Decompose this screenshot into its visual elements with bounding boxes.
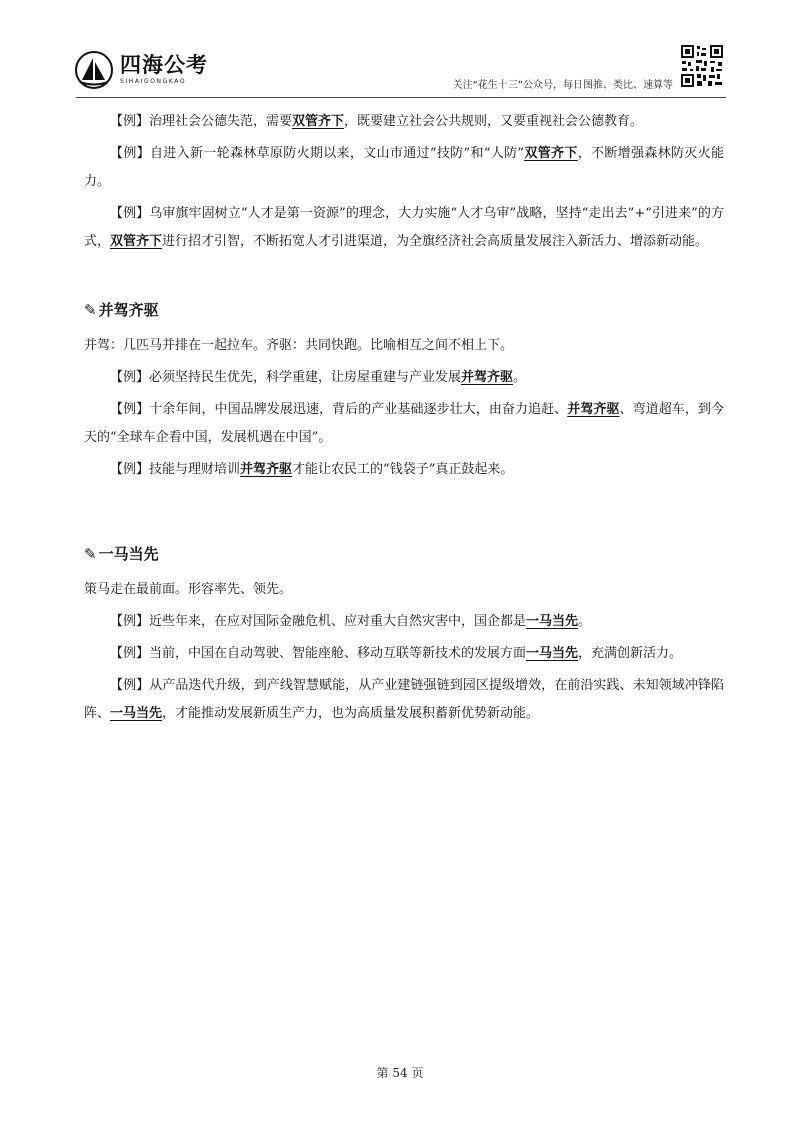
pencil-icon: ✎: [84, 545, 97, 563]
sailboat-logo-icon: [74, 50, 114, 90]
section-yi-ma-dang-xian: [84, 540, 724, 728]
example-paragraph: [84, 672, 724, 728]
pencil-icon: ✎: [84, 301, 97, 319]
page-header: [74, 44, 726, 96]
example-paragraph: [84, 396, 724, 452]
example-text: ，充满创新活力。: [578, 646, 683, 661]
idiom-definition: 策马走在最前面。形容率先、领先。: [84, 582, 293, 597]
idiom-keyword: 双管齐下: [292, 114, 345, 129]
example-text: 进行招才引智，不断拓宽人才引进渠道，为全旗经济社会高质量发展注入新活力、增添新动能。: [162, 234, 709, 249]
example-text: 必须坚持民生优先，科学重建，让房屋重建与产业发展: [149, 370, 462, 385]
idiom-keyword: 一马当先: [526, 614, 579, 629]
example-text: 治理社会公德失范，需要: [149, 114, 293, 129]
idiom-keyword: 并驾齐驱: [567, 402, 620, 417]
logo: [74, 50, 249, 90]
example-label: 【例】: [110, 146, 150, 161]
example-label: 【例】: [110, 402, 150, 417]
idiom-keyword: 双管齐下: [524, 146, 578, 161]
example-paragraph: [84, 456, 724, 484]
example-paragraph: [84, 364, 724, 392]
logo-name: 四海公考: [120, 53, 208, 77]
example-label: 【例】: [110, 614, 150, 629]
header-slogan: 关注“花生十三”公众号，每日图推、类比、速算等: [452, 80, 673, 91]
example-text: 才能让农民工的“钱袋子”真正鼓起来。: [292, 462, 514, 477]
section-bing-jia-qi-qu: [84, 296, 724, 484]
example-text: 当前，中国在自动驾驶、智能座舱、移动互联等新技术的发展方面: [149, 646, 527, 661]
idiom-keyword: 并驾齐驱: [461, 370, 514, 385]
logo-pinyin: SIHAIGONGKAO: [120, 78, 187, 85]
example-paragraph: [84, 608, 724, 636]
idiom-keyword: 一马当先: [526, 646, 579, 661]
example-label: 【例】: [110, 462, 150, 477]
example-text: ，既要建立社会公共规则，又要重视社会公德教育。: [344, 114, 644, 129]
example-paragraph: [84, 640, 724, 668]
example-text: 自进入新一轮森林草原防火期以来，文山市通过“技防”和“人防”: [149, 146, 525, 161]
example-label: 【例】: [110, 206, 150, 221]
section-title: [84, 296, 724, 324]
section-shuang-guan-qi-xia: [84, 108, 724, 256]
example-label: 【例】: [110, 678, 150, 693]
example-label: 【例】: [110, 370, 150, 385]
idiom-definition: 并驾：几匹马并排在一起拉车。齐驱：共同快跑。比喻相互之间不相上下。: [84, 338, 514, 353]
example-text: 从产品迭代升级，到产线智慧赋能，从产业建链强链到园区提级增效，在前沿实践、未知领域冲锋陷阵、: [84, 678, 724, 721]
example-text: 近些年来，在应对国际金融危机、应对重大自然灾害中，国企都是: [149, 614, 527, 629]
example-paragraph: [84, 140, 724, 196]
example-paragraph: [84, 108, 724, 136]
example-text: ，才能推动发展新质生产力，也为高质量发展积蓄新优势新动能。: [162, 706, 540, 721]
section-title: [84, 540, 724, 568]
example-text: 、弯道超车，到今天的“全球车企看中国，发展机遇在中国”。: [84, 402, 724, 445]
idiom-keyword: 双管齐下: [110, 234, 163, 249]
example-text: 乌审旗牢固树立“人才是第一资源”的理念，大力实施“人才乌审”战略，坚持“走出去”+“引进来”的方式，: [84, 206, 724, 249]
example-text: 技能与理财培训: [149, 462, 241, 477]
example-label: 【例】: [110, 646, 150, 661]
header-divider: [76, 97, 726, 98]
example-text: 。: [513, 370, 527, 385]
idiom-title: 一马当先: [98, 545, 159, 563]
page-number: 第 54 页: [376, 1066, 424, 1080]
idiom-keyword: 并驾齐驱: [240, 462, 293, 477]
idiom-keyword: 一马当先: [110, 706, 163, 721]
example-text: ，不断增强森林防灭火能力。: [84, 146, 724, 189]
qr-code-icon: [680, 44, 724, 88]
example-label: 【例】: [110, 114, 150, 129]
idiom-title: 并驾齐驱: [98, 301, 159, 319]
document-body: [84, 108, 724, 732]
example-text: 。: [578, 614, 592, 629]
example-paragraph: [84, 200, 724, 256]
example-text: 十余年间，中国品牌发展迅速，背后的产业基础逐步壮大，由奋力追赶、: [149, 402, 568, 417]
